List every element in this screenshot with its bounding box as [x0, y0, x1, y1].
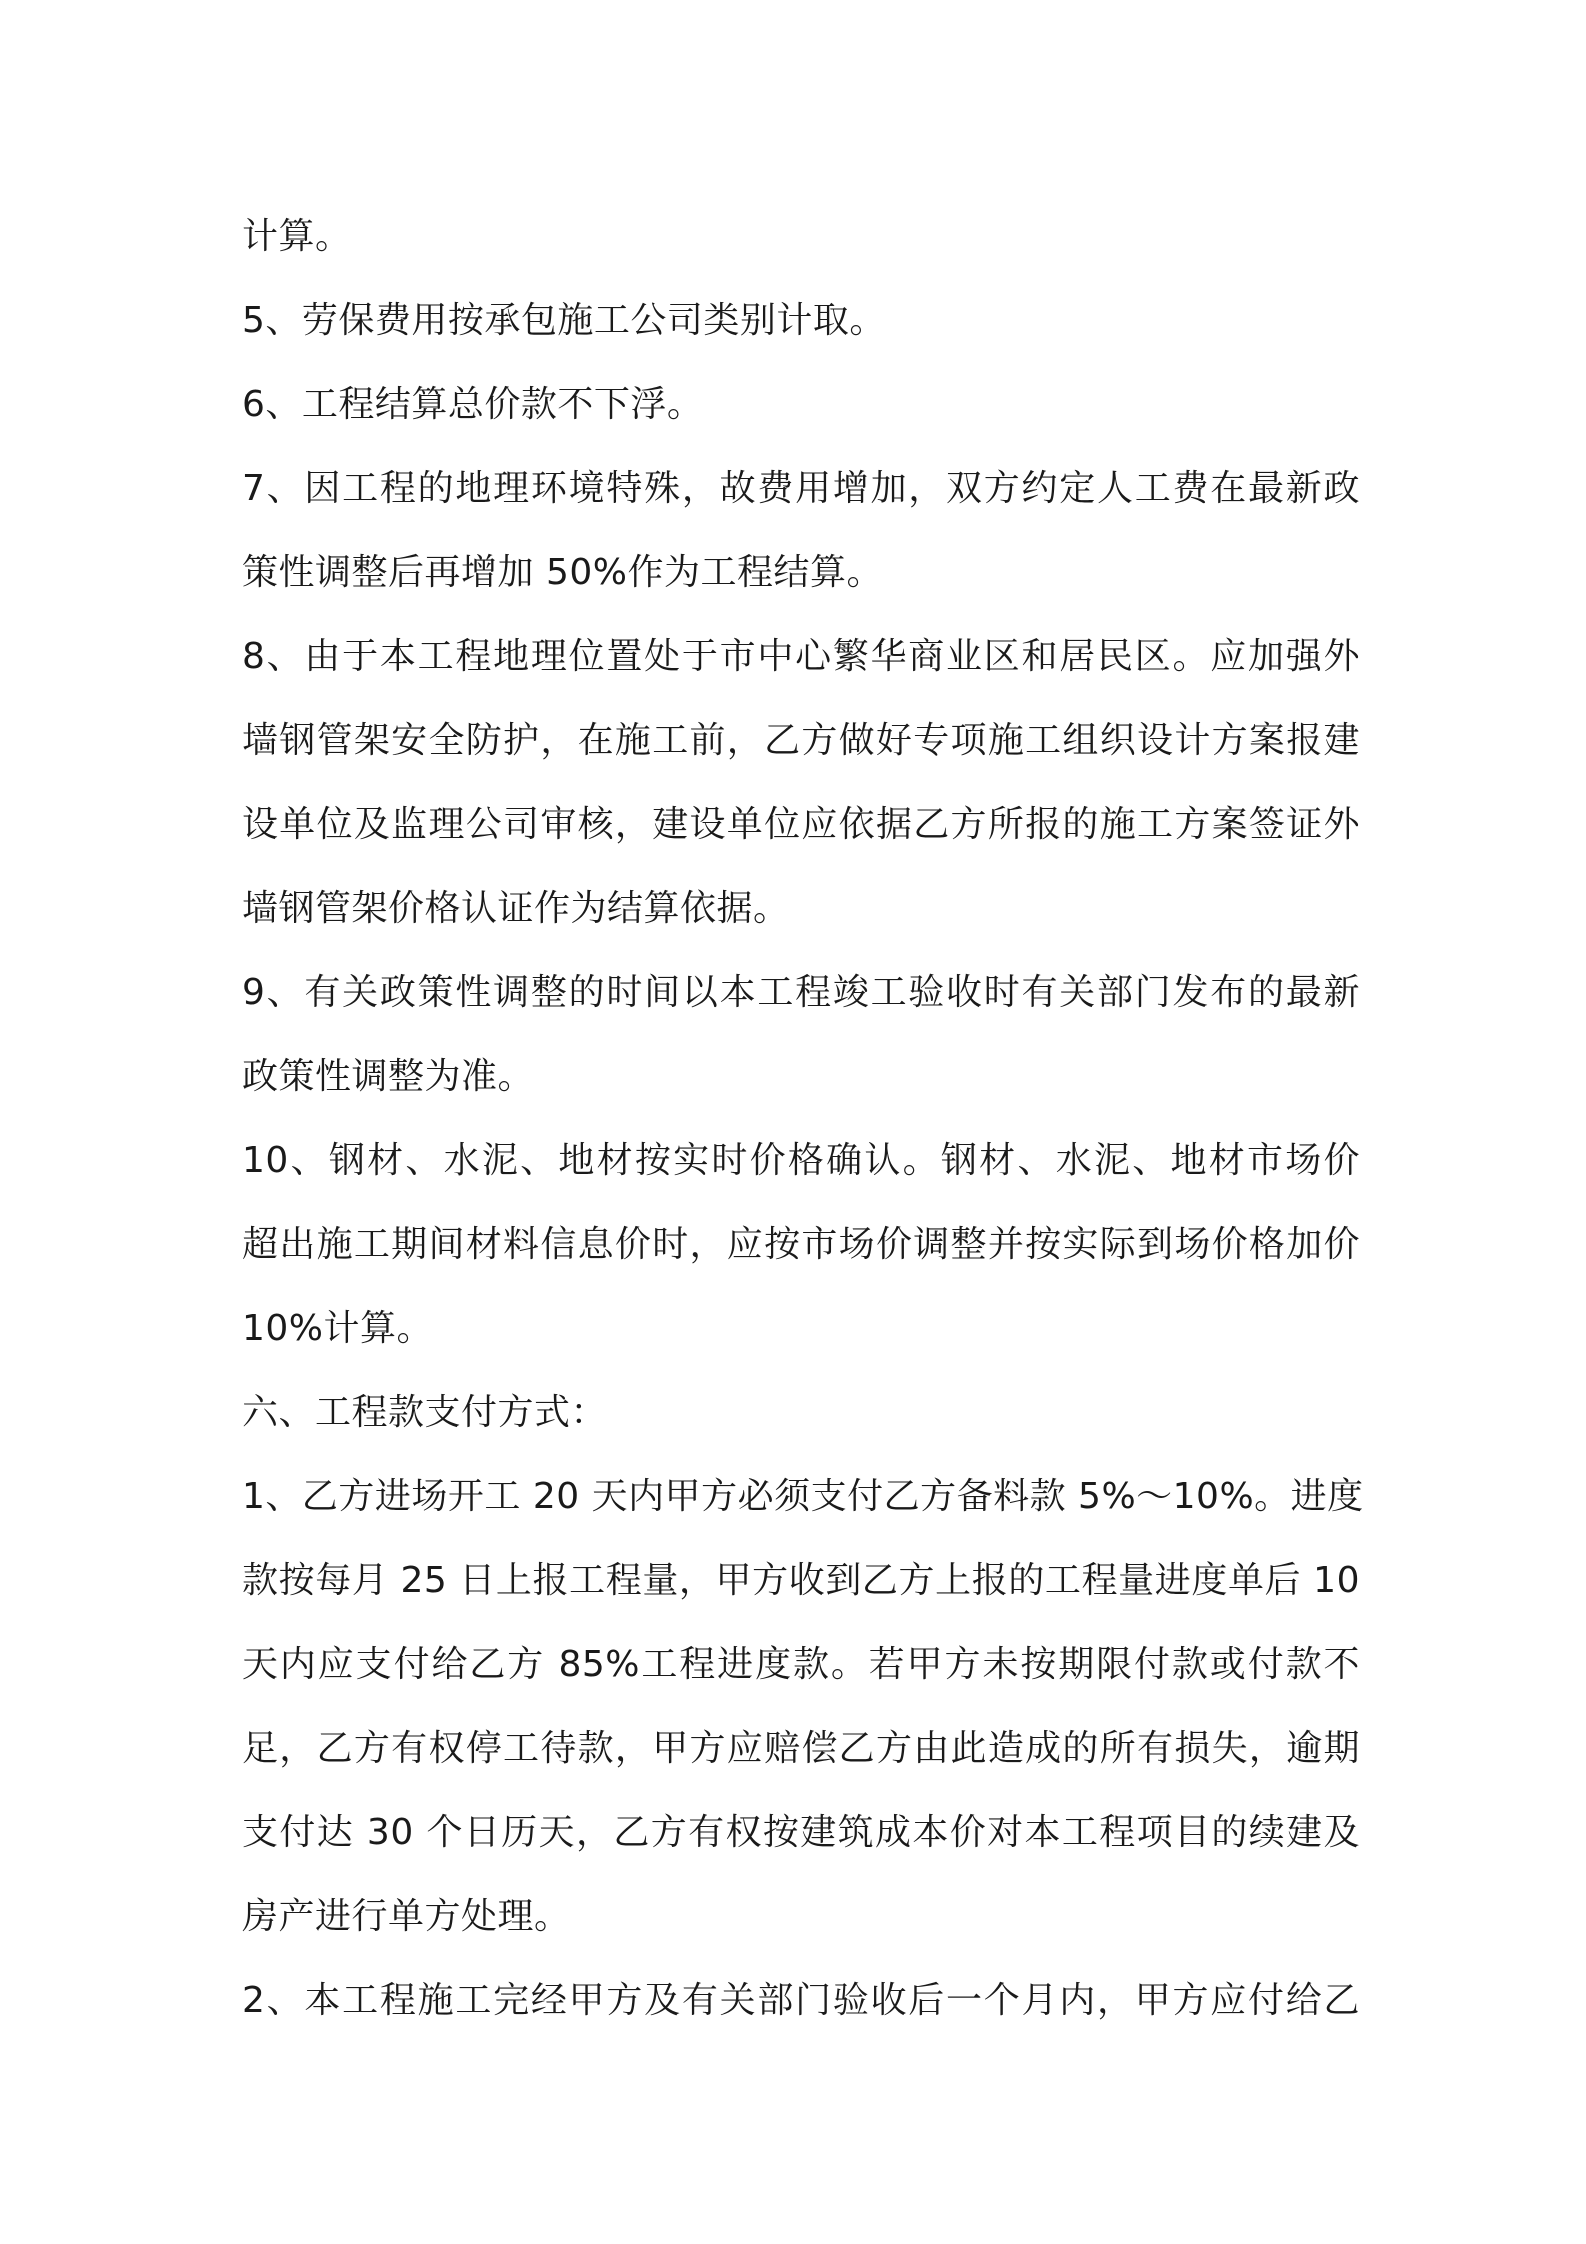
text-line: 足，乙方有权停工待款，甲方应赔偿乙方由此造成的所有损失，逾期: [242, 1728, 1360, 1769]
text-line: 2、本工程施工完经甲方及有关部门验收后一个月内，甲方应付给乙: [242, 1980, 1360, 2021]
text-line: 墙钢管架价格认证作为结算依据。: [242, 888, 790, 929]
text-line: 房产进行单方处理。: [242, 1896, 571, 1937]
document-body: [242, 195, 1364, 2043]
text-line: 款按每月 25 日上报工程量，甲方收到乙方上报的工程量进度单后 10: [242, 1560, 1360, 1601]
text-line: 8、由于本工程地理位置处于市中心繁华商业区和居民区。应加强外: [242, 636, 1360, 677]
text-line: 计算。: [242, 216, 352, 257]
text-line: 政策性调整为准。: [242, 1056, 535, 1097]
text-line: 9、有关政策性调整的时间以本工程竣工验收时有关部门发布的最新: [242, 972, 1360, 1013]
text-line: 策性调整后再增加 50%作为工程结算。: [242, 552, 883, 593]
text-line: 支付达 30 个日历天，乙方有权按建筑成本价对本工程项目的续建及: [242, 1812, 1360, 1853]
text-line: 设单位及监理公司审核，建设单位应依据乙方所报的施工方案签证外: [242, 804, 1360, 845]
text-line: 10%计算。: [242, 1308, 434, 1349]
text-line: 5、劳保费用按承包施工公司类别计取。: [242, 300, 886, 341]
section-heading: 六、工程款支付方式：: [242, 1392, 608, 1433]
text-line: 超出施工期间材料信息价时，应按市场价调整并按实际到场价格加价: [242, 1224, 1360, 1265]
text-line: 墙钢管架安全防护，在施工前，乙方做好专项施工组织设计方案报建: [242, 720, 1360, 761]
text-line: 1、乙方进场开工 20 天内甲方必须支付乙方备料款 5%～10%。进度: [242, 1476, 1364, 1517]
text-line: 10、钢材、水泥、地材按实时价格确认。钢材、水泥、地材市场价: [242, 1140, 1360, 1181]
text-line: 7、因工程的地理环境特殊，故费用增加，双方约定人工费在最新政: [242, 468, 1360, 509]
text-line: 6、工程结算总价款不下浮。: [242, 384, 704, 425]
text-line: 天内应支付给乙方 85%工程进度款。若甲方未按期限付款或付款不: [242, 1644, 1360, 1685]
